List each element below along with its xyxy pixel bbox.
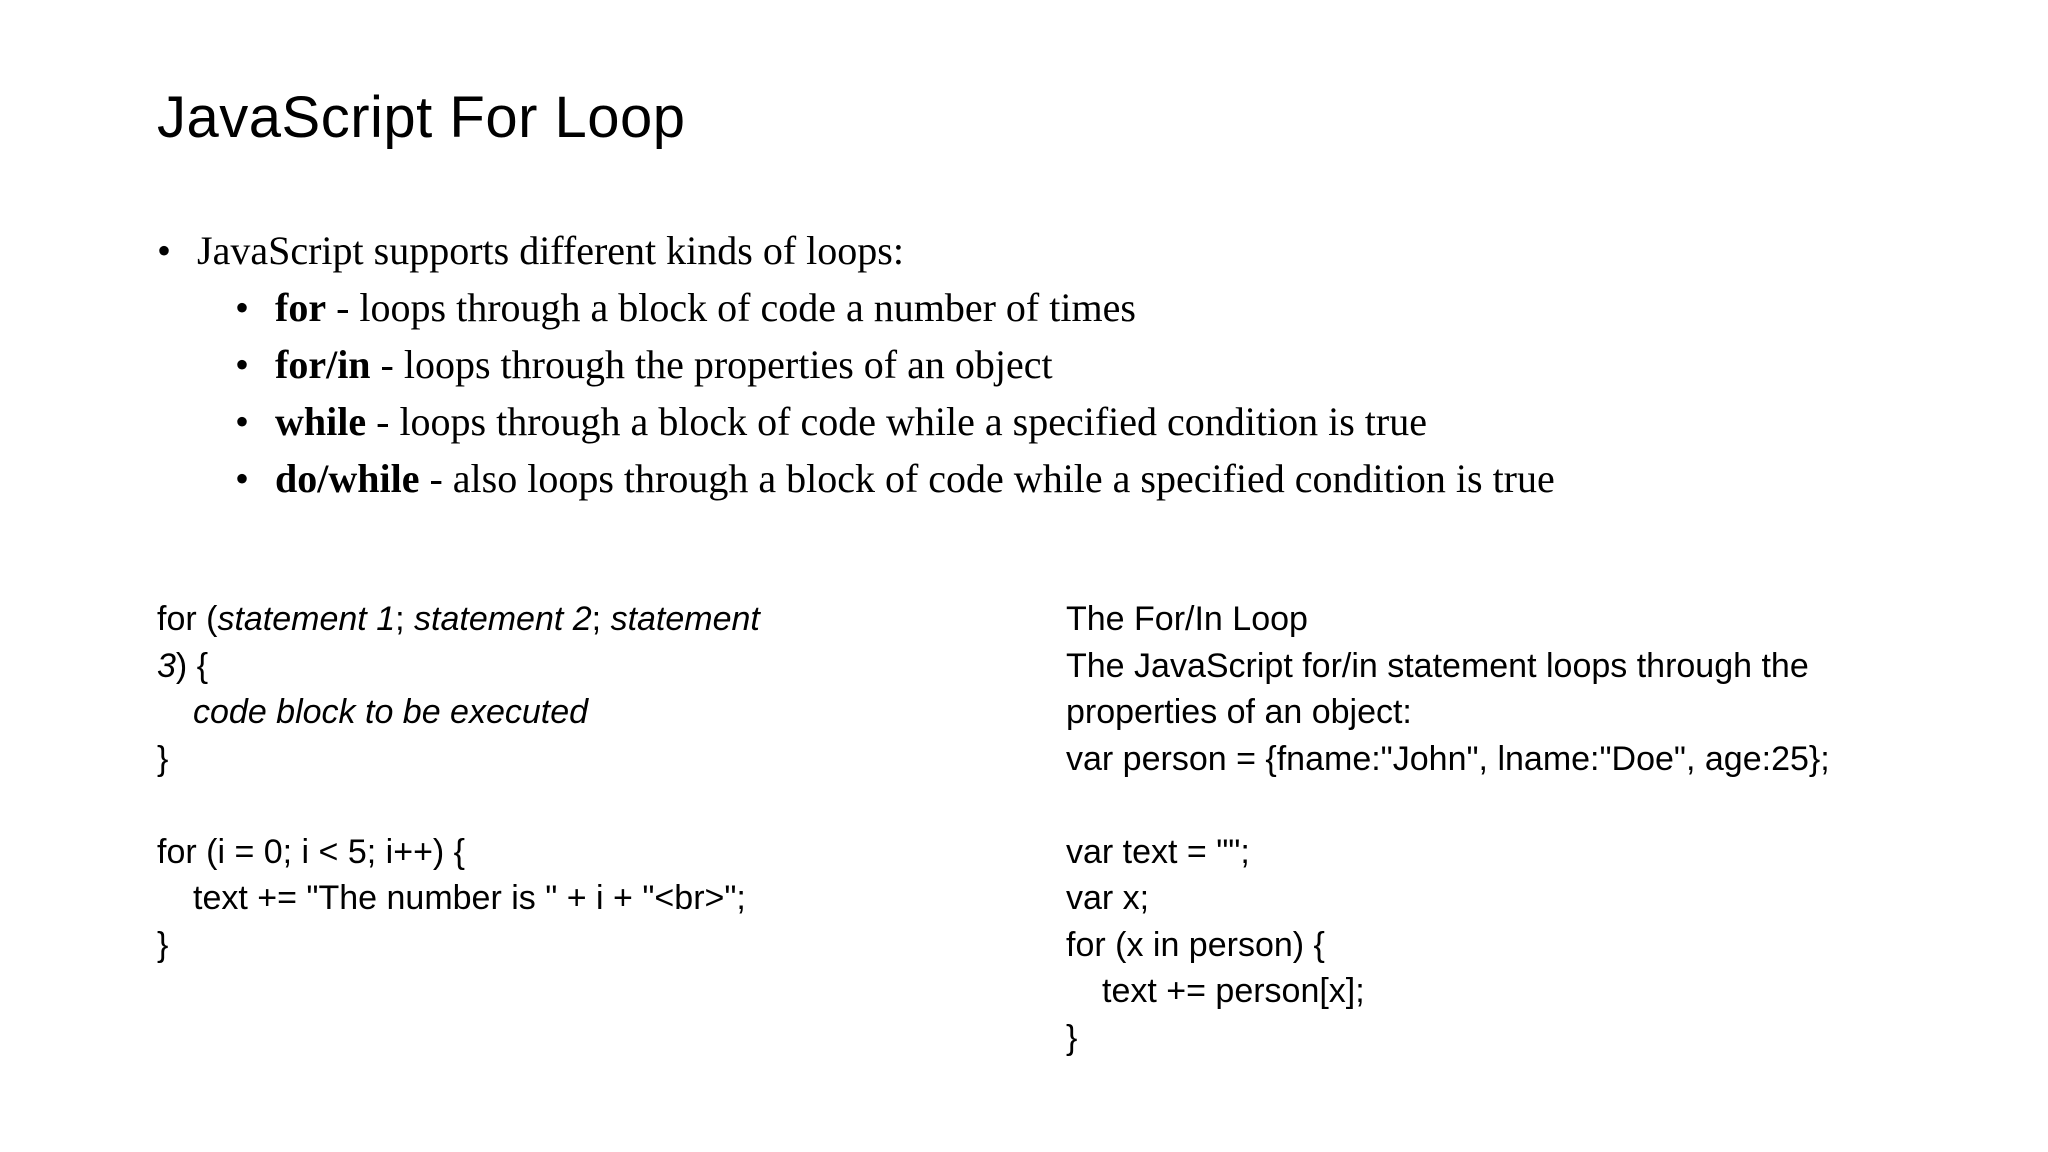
syntax-separator: ; xyxy=(395,600,415,638)
code-line-1: var person = {fname:"John", lname:"Doe", age:25}; xyxy=(1066,739,1830,778)
example-line-2: text += "The number is " + i + "<br>"; xyxy=(193,879,746,917)
example-line-3: } xyxy=(157,925,169,964)
for-in-description-1: The JavaScript for/in statement loops through the xyxy=(1066,646,1809,685)
syntax-separator: ; xyxy=(591,600,611,638)
slide-title: JavaScript For Loop xyxy=(157,85,686,150)
bullet-glyph: • xyxy=(235,342,250,387)
for-loop-code-block xyxy=(157,596,760,968)
syntax-statement-3-number: 3 xyxy=(157,646,176,685)
for-in-heading: The For/In Loop xyxy=(1066,600,1308,638)
bullet-loop-for-in xyxy=(157,336,1555,393)
loop-description: - loops through a block of code a number of times xyxy=(326,285,1136,330)
example-line-1: for (i = 0; i < 5; i++) { xyxy=(157,832,466,871)
bullet-glyph: • xyxy=(235,456,250,501)
syntax-line-4: } xyxy=(157,739,169,778)
syntax-close: ) { xyxy=(175,646,209,685)
bullet-glyph: • xyxy=(235,285,250,330)
syntax-body: code block to be executed xyxy=(193,693,589,731)
code-line-7: } xyxy=(1066,1018,1078,1057)
loop-description: - loops through a block of code while a specified condition is true xyxy=(366,399,1427,444)
loop-description: - loops through the properties of an object xyxy=(370,342,1053,387)
syntax-line-3 xyxy=(157,689,760,736)
blank-line xyxy=(157,782,760,829)
code-line-6: text += person[x]; xyxy=(1102,972,1365,1010)
for-in-loop-block xyxy=(1066,596,1830,1061)
bullet-glyph: • xyxy=(157,228,172,273)
code-line-2 xyxy=(1066,782,1830,829)
bullet-loop-do-while xyxy=(157,450,1555,507)
bullet-intro xyxy=(157,222,1555,279)
syntax-statement-1: statement 1 xyxy=(217,600,396,638)
bullet-loop-for xyxy=(157,279,1555,336)
bullet-loop-while xyxy=(157,393,1555,450)
code-line-4: var x; xyxy=(1066,879,1150,917)
loop-description: - also loops through a block of code while a specified condition is true xyxy=(419,456,1555,501)
loop-keyword: for/in xyxy=(275,342,371,387)
loop-keyword: while xyxy=(275,399,367,444)
code-line-3: var text = ""; xyxy=(1066,832,1250,871)
loop-keyword: for xyxy=(275,285,327,330)
bullet-intro-text: JavaScript supports different kinds of loops: xyxy=(197,228,904,273)
syntax-statement-3: statement xyxy=(610,600,760,638)
bullet-glyph: • xyxy=(235,399,250,444)
for-in-description-2: properties of an object: xyxy=(1066,693,1412,731)
syntax-statement-2: statement 2 xyxy=(414,600,592,638)
syntax-line-2 xyxy=(157,643,760,690)
code-line-5: for (x in person) { xyxy=(1066,925,1325,964)
syntax-line-1 xyxy=(157,596,760,643)
loop-keyword: do/while xyxy=(275,456,420,501)
bullet-list xyxy=(157,222,1555,507)
syntax-open: for ( xyxy=(157,600,218,638)
